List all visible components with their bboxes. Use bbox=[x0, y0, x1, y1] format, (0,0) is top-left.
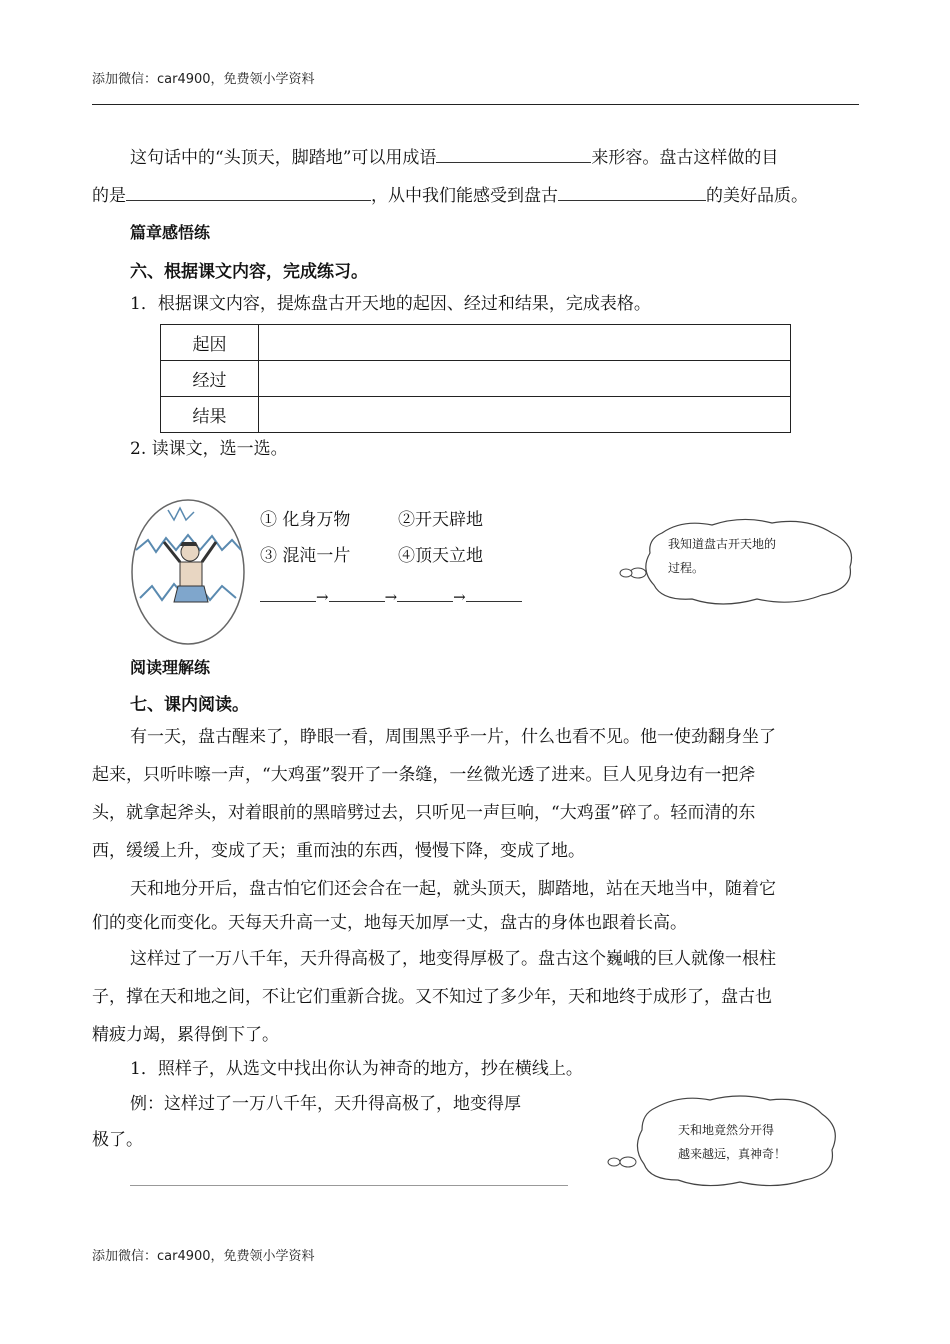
q6-item2: 2. 读课文，选一选。 bbox=[130, 439, 288, 459]
blank-quality[interactable] bbox=[558, 180, 706, 201]
passage-line: 子，撑在天和地之间，不让它们重新合拢。又不知过了多少年，天和地终于成形了，盘古也 bbox=[92, 987, 772, 1007]
intro-text-2c: 的美好品质。 bbox=[706, 186, 808, 206]
sequence-blank-1[interactable] bbox=[260, 587, 316, 602]
table-input-cause[interactable] bbox=[259, 325, 791, 361]
bubble-text-2a: 天和地竟然分开得 bbox=[678, 1123, 775, 1137]
q6-item1: 1．根据课文内容，提炼盘古开天地的起因、经过和结果，完成表格。 bbox=[130, 294, 651, 314]
table-label: 起因 bbox=[161, 325, 259, 361]
intro-line-2 bbox=[92, 177, 808, 215]
sequence-blank-4[interactable] bbox=[466, 587, 522, 602]
passage-line: 天和地分开后，盘古怕它们还会合在一起，就头顶天，脚踏地，站在天地当中，随着它 bbox=[130, 879, 776, 899]
intro-text-1a: 这句话中的“头顶天，脚踏地”可以用成语 bbox=[130, 148, 437, 168]
example-line-2: 极了。 bbox=[92, 1130, 143, 1150]
passage-line: 这样过了一万八千年，天升得高极了，地变得厚极了。盘古这个巍峨的巨人就像一根柱 bbox=[130, 949, 776, 969]
sequence-row bbox=[260, 578, 522, 616]
passage-line: 精疲力竭，累得倒下了。 bbox=[92, 1025, 279, 1045]
option-1[interactable]: ① 化身万物 bbox=[260, 510, 351, 530]
intro-text-2b: ，从中我们能感受到盘古 bbox=[371, 186, 558, 206]
blank-purpose[interactable] bbox=[126, 180, 371, 201]
arrow-icon: → bbox=[453, 588, 466, 606]
table-row bbox=[161, 361, 791, 397]
sequence-blank-3[interactable] bbox=[397, 587, 453, 602]
section-chapter: 篇章感悟练 bbox=[130, 223, 211, 242]
bubble-text-1a: 我知道盘古开天地的 bbox=[668, 537, 777, 551]
answer-line[interactable] bbox=[130, 1185, 568, 1186]
bubble-text-2b: 越来越远，真神奇！ bbox=[678, 1147, 787, 1161]
intro-text-2a: 的是 bbox=[92, 186, 126, 206]
passage-line: 起来，只听咔嚓一声，“大鸡蛋”裂开了一条缝，一丝微光透了进来。巨人见身边有一把斧 bbox=[92, 765, 756, 785]
arrow-icon: → bbox=[384, 588, 398, 606]
header-rule bbox=[92, 104, 859, 105]
table-row bbox=[161, 325, 791, 361]
footer-note: 添加微信：car4900，免费领小学资料 bbox=[92, 1249, 315, 1264]
table-input-process[interactable] bbox=[259, 361, 791, 397]
q7-item1: 1．照样子，从选文中找出你认为神奇的地方，抄在横线上。 bbox=[130, 1059, 583, 1079]
example-line-1: 例：这样过了一万八千年，天升得高极了，地变得厚 bbox=[130, 1094, 521, 1114]
passage-line: 有一天，盘古醒来了，睁眼一看，周围黑乎乎一片，什么也看不见。他一使劲翻身坐了 bbox=[130, 727, 776, 747]
passage-line: 西，缓缓上升，变成了天；重而浊的东西，慢慢下降，变成了地。 bbox=[92, 841, 585, 861]
table-row bbox=[161, 397, 791, 433]
intro-text-1b: 来形容。盘古这样做的目 bbox=[591, 148, 779, 168]
pangu-egg-illustration bbox=[128, 490, 248, 646]
cause-table bbox=[160, 324, 791, 433]
arrow-icon: → bbox=[316, 588, 329, 606]
q6-title: 六、根据课文内容，完成练习。 bbox=[130, 262, 368, 282]
table-input-result[interactable] bbox=[259, 397, 791, 433]
option-4[interactable]: ④顶天立地 bbox=[398, 546, 483, 566]
option-3[interactable]: ③ 混沌一片 bbox=[260, 546, 351, 566]
sequence-blank-2[interactable] bbox=[329, 587, 385, 602]
passage-line: 们的变化而变化。天每天升高一丈，地每天加厚一丈，盘古的身体也跟着长高。 bbox=[92, 913, 687, 933]
option-2[interactable]: ②开天辟地 bbox=[398, 510, 483, 530]
blank-idiom[interactable] bbox=[436, 142, 591, 163]
header-note: 添加微信：car4900，免费领小学资料 bbox=[92, 72, 315, 87]
bubble-text-1b: 过程。 bbox=[668, 561, 705, 575]
table-label: 结果 bbox=[161, 397, 259, 433]
intro-line-1 bbox=[130, 139, 778, 177]
thought-bubble-icon bbox=[612, 515, 862, 610]
q7-title: 七、课内阅读。 bbox=[130, 695, 249, 715]
table-label: 经过 bbox=[161, 361, 259, 397]
passage-line: 头，就拿起斧头，对着眼前的黑暗劈过去，只听见一声巨响，“大鸡蛋”碎了。轻而清的东 bbox=[92, 803, 756, 823]
section-reading: 阅读理解练 bbox=[130, 658, 211, 677]
